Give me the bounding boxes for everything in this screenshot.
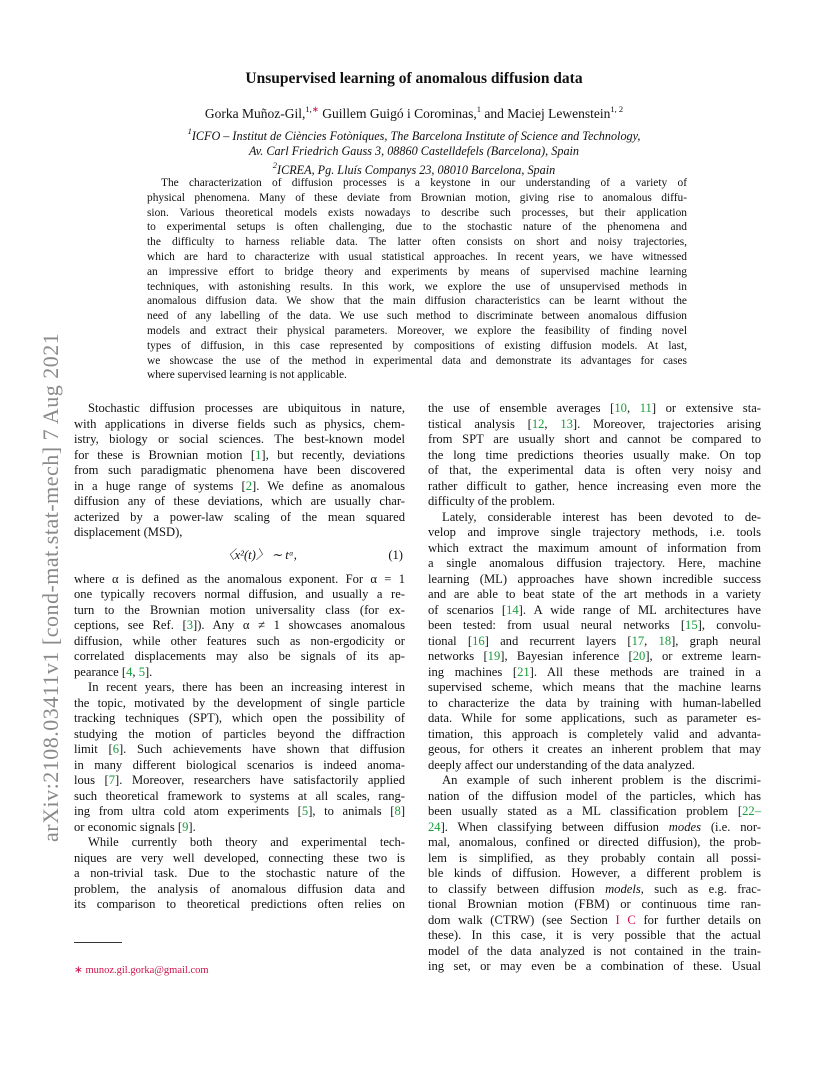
body-line: from SPT are usually short and cannot be compared to [428,432,761,446]
body-line: ceptions, see Ref. [3]). Any α ≠ 1 showcases anomalous [74,618,406,632]
author-1: Gorka Muñoz-Gil, [204,106,306,121]
abstract-line: techniques, with astonishing results. In this work, we explore the use of unsupervised methods in [147,280,687,293]
body-line: in a huge range of systems [2]. We define as anomalous [74,478,405,493]
body-line: ing set, or may even be a combination of these. Usual [428,959,761,973]
citation-link[interactable]: 19 [487,649,501,663]
arxiv-stamp-text: arXiv:2108.03411v1 [cond-mat.stat-mech] 7 Aug 2021 [38,332,63,842]
body-line: deeply affect our understanding of the data analyzed. [428,757,695,772]
body-line: a non-trivial task. Due to the stochastic nature of the [74,866,405,880]
body-line: been tested: from usual neural networks [15], convolu- [428,618,761,632]
body-line: An example of such inherent problem is the discrimi- [442,773,761,787]
citation-link[interactable]: 13 [560,416,573,431]
body-line: these). In this case, it is very possible that the actual [428,928,761,942]
body-line: mal, anomalous, confined or directed diffusion), the prob- [428,835,761,849]
author-list: Gorka Muñoz-Gil,$^{1,∗}$ Guillem Guigó i Corominas,$^1$ and Maciej Lewenstein$^{1, 2}$ [204,104,624,121]
body-line: correlated displacements may also be signals of its ap- [74,649,405,663]
body-line: data. While for some applications, such as parameter es- [428,711,761,725]
citation-link[interactable]: 5 [138,664,145,679]
abstract-line: anomalous diffusion data. We show that the main diffusion characteristics can be learnt without the [147,295,687,308]
footnote-mark: ∗ [74,965,83,976]
footnote [74,964,209,976]
author-3: and Maciej Lewenstein [481,106,611,121]
equation-expression: 〈x²(t)〉 ∼ tᵅ, [222,547,297,562]
body-line: which extract the maximum amount of information from [428,540,761,555]
body-line: to classify between diffusion models, such as e.g. frac- [428,881,761,896]
equation-number: (1) [388,547,403,562]
body-line: such theoretical framework to systems at all scales, rang- [74,788,405,803]
abstract-line: physical phenomena. Many of these deviate from Brownian motion, giving rise to anomalous diffu- [147,191,687,204]
affiliation-line-1: $^1$ICFO – Institut de Ciències Fotòniques, The Barcelona Institute of Science and Technology, [187,126,641,143]
body-line: ble kinds of diffusion. However, a different problem is [428,866,761,880]
body-line: supervised scheme, which means that the machine learns [428,680,761,694]
body-line: for these is Brownian motion [1], but recently, deviations [74,447,406,462]
citation-link[interactable]: 9 [182,819,189,834]
body-line: tional Brownian motion (FBM) or continuous time ran- [428,897,761,911]
author-2: Guillem Guigó i Corominas, [318,106,477,121]
citation-link[interactable]: 12 [531,416,545,431]
citation-link[interactable]: 5 [301,804,309,818]
body-line: one typically recovers normal diffusion, and usually a re- [74,587,405,601]
body-line: istry, biology or social sciences. The best-known model [74,432,405,446]
body-line: model of the data analyzed is not contained in the train- [428,943,761,958]
citation-link[interactable]: 8 [394,804,401,818]
body-line: acterized by a power-law scaling of the mean squared [74,509,405,524]
abstract-line: need of any labelling of the data. We use such method to discriminate between anomalous diffusion [147,310,687,323]
affiliation-line-3: $^2$ICREA, Pg. Lluís Companys 23, 08010 Barcelona, Spain [272,160,556,177]
citation-link[interactable]: 17 [631,633,645,648]
body-line: the long time predictions theories usually make. On top [428,447,761,462]
body-line: to characterize the data by training with human-labelled [428,695,761,710]
affiliation-line-2: Av. Carl Friedrich Gauss 3, 08860 Castelldefels (Barcelona), Spain [248,143,580,158]
citation-link[interactable]: 20 [632,649,646,663]
citation-link[interactable]: 18 [658,633,672,648]
abstract-line: we showcase the use of the method in experimental data and demonstrate its advantages for cases [147,354,687,367]
section-link[interactable]: I C [615,912,636,927]
citation-link[interactable]: 6 [112,742,119,756]
abstract-line: where supervised learning is not applicable. [147,369,347,382]
body-line: turn to the Brownian motion universality class (for ex- [74,602,405,617]
body-line: and are able to beat state of the art methods in a variety [428,587,761,601]
citation-link[interactable]: 11 [639,401,652,415]
abstract-line: the difficulty to harness reliable data. The latter often consists on short and noisy trajectories, [147,236,687,249]
body-line: nation of the diffusion model of the particles, which has [428,788,761,803]
body-left-column [74,401,405,913]
body-line: diffusion, while other features such as non-ergodicity or [74,633,405,648]
body-line: problem, the analysis of anomalous diffusion data and [74,881,405,896]
citation-link[interactable]: 2 [245,478,253,493]
body-line: tracking techniques (SPT), which open the possibility of [74,711,405,725]
body-line: the topic, motivated by the development of single particle [74,695,405,710]
abstract-line: The characterization of diffusion processes is a keystone in our understanding of a variety of [161,177,687,189]
body-line: limit [6]. Such achievements have shown that diffusion [74,742,405,756]
citation-link[interactable]: 24 [428,819,441,834]
abstract-line: models and extract their physical parameters. Moreover, we explore the feasibility of finding novel [147,324,687,337]
footnote-rule [74,942,122,943]
body-line: lous [7]. Moreover, researchers have satisfactorily applied [74,773,405,787]
body-line: a single anomalous diffusion trajectory. Here, machine [428,556,761,570]
body-line: niques are very well developed, connecting these two is [74,850,405,865]
body-line: from such paradigmatic phenomena have been discovered [74,463,405,477]
body-line: lem is simplified, as they probably contain all possi- [428,850,761,865]
body-right-column [428,401,761,975]
body-line: rather difficult to gather, hence increasing even more the [428,478,761,493]
body-line: pearance [4, 5]. [74,664,153,679]
abstract-line: sion. Various theoretical models exists nowadays to describe such processes, but their application [147,206,687,219]
corresponding-author-mark[interactable]: ∗ [311,104,319,114]
abstract-line: to experimental setups is often challenging, due to the stochastic nature of the phenomena and [147,221,687,234]
citation-link[interactable]: 22– [742,804,761,818]
body-line: geous, for others it creates an inherent problem that may [428,742,761,756]
body-line: dom walk (CTRW) (see Section I C for further details on [428,912,761,927]
body-line: of scenarios [14]. A wide range of ML architectures have [428,602,761,617]
citation-link[interactable]: 4 [126,664,133,679]
affiliations [0,124,828,178]
body-line: Lately, considerable interest has been devoted to de- [442,509,761,524]
body-line: of that, the experimental data is often very noisy and [428,463,761,477]
body-line: difficulty of the problem. [428,494,556,508]
body-line: ing machines [21]. All these methods are trained in a [428,664,761,679]
citation-link[interactable]: 21 [517,664,530,679]
body-line: ing from ultra cold atom experiments [5], to animals [8] [74,804,406,818]
body-line: tional [16] and recurrent layers [17, 18], graph neural [428,633,761,648]
paper-title: Unsupervised learning of anomalous diffusion data [245,70,583,87]
citation-link[interactable]: 7 [108,773,116,787]
abstract-line: types of diffusion, in this case represented by compositions of existing diffusion models. At last, [147,339,687,352]
equation-1 [74,541,405,572]
body-line: or economic signals [9]. [74,819,196,834]
body-line: diffusion any of these deviations, which are usually char- [74,494,405,508]
citation-link[interactable]: 15 [685,618,698,632]
body-line: Stochastic diffusion processes are ubiquitous in nature, [88,401,405,415]
citation-link[interactable]: 16 [472,633,485,648]
body-line: tistical analysis [12, 13]. Moreover, trajectories arising [428,416,761,431]
body-line: the use of ensemble averages [10, 11] or extensive sta- [428,401,761,415]
body-line: learning (ML) approaches have shown incredible success [428,571,761,586]
body-line: While currently both theory and experimental tech- [88,835,405,849]
body-line: been usually stated as a ML classification problem [22– [428,804,761,818]
body-line: with applications in diverse fields such as physics, chem- [74,416,405,431]
abstract-line: an impressive effort to bridge theory and experiments by means of supervised machine learning [147,265,687,278]
citation-link[interactable]: 14 [506,602,519,617]
body-line: displacement (MSD), [74,525,183,539]
body-line: where α is defined as the anomalous exponent. For α = 1 [74,571,405,586]
body-line: in many different biological scenarios is indeed anoma- [74,757,405,772]
email-link[interactable]: munoz.gil.gorka@gmail.com [85,965,209,976]
citation-link[interactable]: 1 [255,447,262,462]
body-line: timation, this approach is completely valid and advanta- [428,726,761,741]
abstract-line: which are hard to characterize with usual statistical approaches. In recent years, we have witnessed [147,250,687,263]
abstract [147,176,687,383]
body-line: studying the motion of particles beyond the diffraction [74,726,405,741]
citation-link[interactable]: 3 [186,618,193,632]
body-line: In recent years, there has been an increasing interest in [88,680,405,694]
body-line: its comparison to theoretical predictions often relies on [74,897,405,911]
body-line: velop and improve single trajectory methods, i.e. tools [428,525,761,539]
body-line: networks [19], Bayesian inference [20], or extreme learn- [428,649,761,663]
citation-link[interactable]: 10 [614,401,627,415]
body-line: 24]. When classifying between diffusion modes (i.e. nor- [428,819,761,834]
